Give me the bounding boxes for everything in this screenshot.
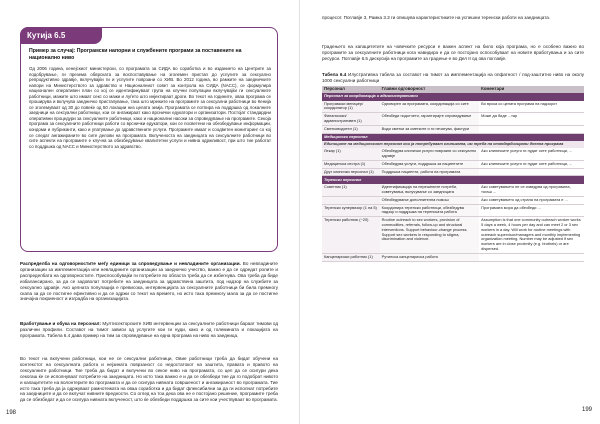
team-table-wrapper [322, 86, 584, 406]
table-subsection-row [322, 141, 584, 148]
box-title: Пример за случај: Програмски напорни и службените програми за поставените на национално ниво [29, 48, 242, 61]
cell-staff: Теренски работник (~20) [322, 217, 380, 254]
cell-comment: Може да биде ...тар [479, 113, 584, 126]
cell-responsibility: Координира теренски работници, обезбедува надзор и поддршка на теренската работа [380, 204, 480, 217]
cell-staff: Теренски супервизор (1 на 5) [322, 204, 380, 217]
paragraph-responsibilities: Распределба на одговорностите меѓу единици за спроведување и невладините организации. Во невладините организации за имплементација или невладините организации за заедничко учество, важно е да се одредат ролите и распределбата на одговорностите. Приспособувајќи ги потребите во областа треба да се избегнува. Ова треба да биде избалансирано, за да се задоволат потребите на заедницата за здравствена заштита, под надзор на службите за сексуално здравје. Ако целната популација е превисока, интервенцијата за сексуалните работници би била премногу скапа за да се постигне ефективно и да се одржи со текот на времето, но исто така премногу мала за да се постигне значајна покриеност и изградба на организацијата. [20, 261, 278, 302]
table-row [322, 101, 584, 113]
page-number: 199 [582, 407, 593, 413]
cell-responsibility: Обезбедување дополнителна помош [380, 196, 480, 204]
table-header-row [322, 86, 584, 93]
column-header: Коментари [479, 86, 584, 93]
cell-responsibility: Одговорен за програмата, координација со сите [380, 101, 480, 113]
cell-comment: Ако клиничките услуги ги нудат сите работници, ... [479, 160, 584, 168]
cell-responsibility: Води сметки за сметките и ги печатува, фактури [380, 125, 480, 133]
box-label: Кутија 6.5 [20, 27, 102, 44]
paragraph-workers: Во текот на вклучени работници, кои не се сексуални работници, Овие работници треба да бидат обучени на контекстот на сексуалната работа и нејзината поврзаност со недостатокот на заштита, правата и правото на сексуалните работници. Тие треба да бидат и вклучени во секое ниво на програмата, со цел да се осигури дека секогаш ќе се исполнуваат потребите на заедницата. Но исто така важно е и да се обезбеди тие да го подобрат нивото и капацитетите на волонтерите во програмата и да се осигура нивната совршеност и ангажираност во програмата. Тие исто така треба да ја одржуваат рамнотежата на оваа соработка и да бидат флексибилни за да ги исполнат потребите на заедниците и да се вклучат нивните вредности. Со оглед на тоа дека ова не е постојано решение, програмите треба да се обезбедат и да се осигура нивната вклученост, што ќе обезбеди поддршка за сите кои учествуваат во програмата. [20, 356, 278, 403]
cell-responsibility: Рутинска канцелариска работа [380, 253, 480, 261]
cell-comment: Ако клиничките услуги ги нудат сите работници, ... [479, 148, 584, 160]
cell-comment: Ако советувањето од страна на програмата е ... [479, 196, 584, 204]
paragraph-staffing: Вработување и обука на персонал: Мултисекторските ХИВ интервенции за сексуалните работници бараат тимови од различни профили. Составот на тимот зависи од услугите кои ги нуди, како и од големината и локацијата на програмата. Табела 6.4 дава пример на тим за спроведување на една програма на ниво на заедница. [20, 321, 279, 338]
page-number: 198 [6, 410, 17, 416]
cell-staff: Финансиски/ административен (1) [322, 113, 380, 126]
cell-comment [479, 168, 584, 176]
table-row [322, 113, 584, 126]
paragraph-heading: Распределба на одговорностите меѓу единици за спроведување и невладините организации. [20, 261, 241, 266]
right-page [300, 0, 600, 424]
table-row [322, 204, 584, 217]
table-row [322, 125, 584, 133]
cell-responsibility: Обезбедува клинички услуги поврзани со сексуално здравје [380, 148, 480, 160]
cell-staff: Лекар (1) [322, 148, 380, 160]
cell-staff: Сметководител (1) [322, 125, 380, 133]
cell-staff: Медицинска сестра (1) [322, 160, 380, 168]
team-table [322, 86, 584, 262]
cell-comment [479, 253, 584, 261]
cell-staff: Канцелариски работник (1) [322, 253, 380, 261]
table-section-row [322, 133, 584, 141]
cell-responsibility: Routine outreach to sex workers, provision of commodities, referrals, follow-up and structural interventions. Support behaviour-change process. Support sex workers in responding to stigma, discrimination and violence. [380, 217, 480, 254]
table-row [322, 160, 584, 168]
cell-responsibility: Поддршка пациенти, работа на програмата [380, 168, 480, 176]
paragraph-heading: Вработување и обука на персонал: [20, 321, 101, 326]
table-body [322, 93, 584, 261]
cell-comment: Програмата мора да обезбеди ... [479, 204, 584, 217]
table-row [322, 253, 584, 261]
table-section-row [322, 93, 584, 101]
box-body-text: Од 2006 година, кенејскиот министерски, со програмата за СИДА во соработка и во изданието на Центрите за подобрување, ги презема обврската за воспоставување на зголемен пристап до услугите за сексуално репродуктивно здравје, вклучувајќи ги и услугите поврзани со ХИВ. Во 2012 година, во рамките на заедничките напори на Министерството за здравство и Националниот совет за контрола на СИДА (NACC), се формулира национален оперативен план со кој се идентификуваат група на клучни популации вклучувајќи ги сексуалните работници, мажите што имаат секс со мажи и луѓето што инјектираат дроги. Во текот на годините, оваа програма се проширува и вклучува заедничко пристапување, така што мрежите на програмите за сексуални работници во Кенија се зголемуваат од 30 до повеќе од 50 локации низ целата земја. Програмата се потпира на поддршка од локалните заедници на сексуални работници, кои се ангажираат како врснички едукатори и организатори. Постојат стандардни оперативни процедури за сексуалните работници, како и национални насоки за спроведување на програмите. Секоја програма за сексуалните работници работи со врснички едукатори, кои се посветени на обезбедување информации, кондоми и лубриканти, како и упатување до здравствените услуги. Програмите имаат и соодветен мониторинг со кој се следат ангажираните во сите делови на програмата. Вклученоста на заедницата на сексуалните работници во сите аспекти на програмите е клучна за обезбедување квалитетни услуги и нивна одржливост, при што тие работат со поддршка од NACC и Министерството за здравство. [29, 66, 271, 149]
column-header: Главни одговорност [380, 86, 480, 93]
section-title: Теренски персонал [322, 176, 584, 184]
table-row [322, 168, 584, 176]
paragraph-capacity: Градењето на капацитетите на човечките ресурси е важен аспект на било која програма, но е особено важно во програмите за сексуалните работници кога навидира е да се постојано оспособуваат на новите вработувања и за сите ресурси. Поглавје 6.5 дискусија на програмите за градење е во Дел II од ова поглавје. [322, 44, 584, 61]
table-row [322, 217, 584, 254]
cell-staff: Програмски менаџер/ координатор (1) [322, 101, 380, 113]
cell-comment [479, 125, 584, 133]
cell-staff: Друг клинички персонал (1) [322, 168, 380, 176]
section-title: Медицински персонал [322, 133, 584, 141]
cell-staff [322, 196, 380, 204]
cell-comment: Во врска со целата програма на надзорот [479, 101, 584, 113]
section-subtitle: Единиците на медицинскиот персонал кои ја потребуваат клиниката, им треба на стандардизирани дневна програма [322, 141, 584, 148]
cell-comment: Assumption is that one community outreach worker works 5 days a week, 4 hours per day and can meet 2 or 3 sex workers in a day. Will work for routine meetings with outreach supervisor/managers and monthly implementing organization meeting. Number may be adjusted if sex workers are in close proximity (e.g. brothels) or are dispersed. [479, 217, 584, 254]
table-caption: Табела 6.4 Илустративна табела за составот на тимот за имплементација на опфатност / под-заштитно ниво на околу 1000 сексуални работници [322, 72, 584, 83]
cell-responsibility: Идентификација на нерешените потреби, советувања, вклучување со заедницата [380, 184, 480, 196]
cell-responsibility: Обезбеди подотчети, гарантирајте спроведување [380, 113, 480, 126]
column-header: Персонал [322, 86, 380, 93]
table-row [322, 148, 584, 160]
table-row [322, 196, 584, 204]
section-title: Персонал за координација и административни [322, 93, 584, 101]
table-section-row [322, 176, 584, 184]
table-row [322, 184, 584, 196]
paragraph-continuation: процесот. Поглавје 3, Рамка 3.3 ги опишува карактеристиките на успешни теренски работи на заедницата. [322, 15, 551, 20]
cell-responsibility: Обезбедува услуги, поддршка за пациентите [380, 160, 480, 168]
cell-comment: Ако советувањето не се изведува од програмата, тогаш ... [479, 184, 584, 196]
cell-staff: Советник (1) [322, 184, 380, 196]
